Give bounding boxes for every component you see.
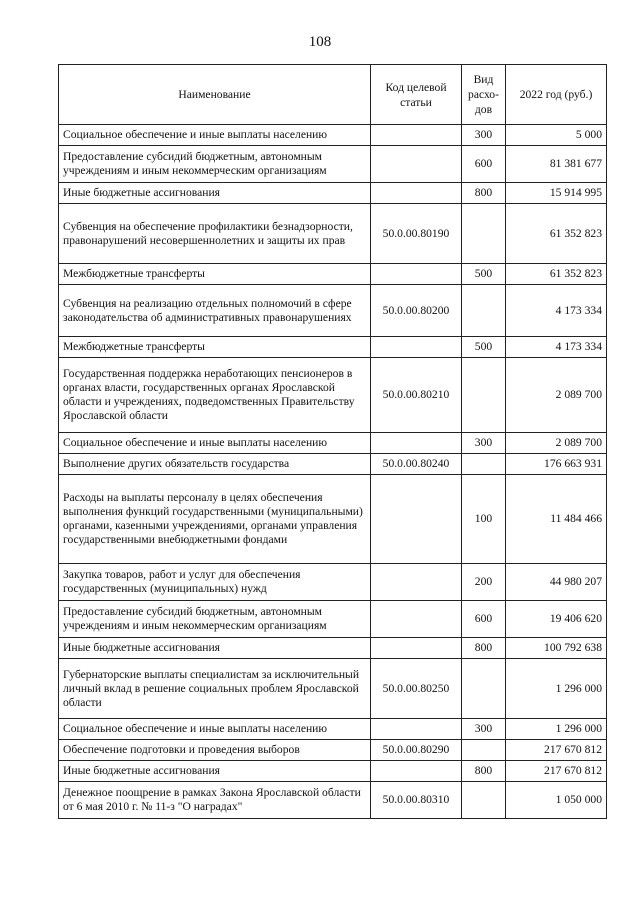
amount-cell: 61 352 823 (506, 204, 607, 264)
code-cell (371, 601, 462, 638)
table-row (59, 125, 607, 146)
type-cell (462, 782, 506, 819)
name-cell: Иные бюджетные ассигнования (59, 761, 371, 782)
table-row (59, 659, 607, 719)
table-row (59, 782, 607, 819)
amount-cell: 11 484 466 (506, 475, 607, 564)
amount-cell: 217 670 812 (506, 761, 607, 782)
name-cell: Иные бюджетные ассигнования (59, 638, 371, 659)
table-row (59, 433, 607, 454)
table-row (59, 761, 607, 782)
name-cell: Предоставление субсидий бюджетным, автономным учреждениям и иным некоммерческим организациям (59, 601, 371, 638)
amount-cell: 5 000 (506, 125, 607, 146)
code-cell (371, 564, 462, 601)
amount-cell: 44 980 207 (506, 564, 607, 601)
name-cell: Расходы на выплаты персоналу в целях обеспечения выполнения функций государственными (муниципальными) органами, казенными учреждениями, органами управления государственными внебюджетными фондами (59, 475, 371, 564)
table-row (59, 638, 607, 659)
code-cell (371, 264, 462, 285)
name-cell: Социальное обеспечение и иные выплаты населению (59, 719, 371, 740)
type-cell (462, 740, 506, 761)
table-row (59, 454, 607, 475)
type-cell: 600 (462, 146, 506, 183)
type-cell (462, 358, 506, 433)
code-cell: 50.0.00.80310 (371, 782, 462, 819)
header-code: Код целевой статьи (371, 65, 462, 125)
header-amount: 2022 год (руб.) (506, 65, 607, 125)
table-row (59, 475, 607, 564)
name-cell: Выполнение других обязательств государства (59, 454, 371, 475)
type-cell: 100 (462, 475, 506, 564)
name-cell: Предоставление субсидий бюджетным, автономным учреждениям и иным некоммерческим организациям (59, 146, 371, 183)
type-cell: 300 (462, 719, 506, 740)
code-cell (371, 433, 462, 454)
amount-cell: 100 792 638 (506, 638, 607, 659)
type-cell: 800 (462, 761, 506, 782)
table-row (59, 719, 607, 740)
name-cell: Обеспечение подготовки и проведения выборов (59, 740, 371, 761)
type-cell: 500 (462, 264, 506, 285)
budget-table (58, 64, 607, 819)
code-cell (371, 183, 462, 204)
code-cell (371, 638, 462, 659)
code-cell: 50.0.00.80290 (371, 740, 462, 761)
amount-cell: 4 173 334 (506, 285, 607, 337)
code-cell: 50.0.00.80190 (371, 204, 462, 264)
type-cell: 600 (462, 601, 506, 638)
code-cell (371, 761, 462, 782)
table-row (59, 285, 607, 337)
code-cell: 50.0.00.80200 (371, 285, 462, 337)
table-row (59, 146, 607, 183)
type-cell: 500 (462, 337, 506, 358)
code-cell: 50.0.00.80240 (371, 454, 462, 475)
amount-cell: 81 381 677 (506, 146, 607, 183)
amount-cell: 19 406 620 (506, 601, 607, 638)
amount-cell: 2 089 700 (506, 433, 607, 454)
table-row (59, 358, 607, 433)
table-row (59, 183, 607, 204)
type-cell (462, 659, 506, 719)
type-cell (462, 454, 506, 475)
name-cell: Межбюджетные трансферты (59, 337, 371, 358)
amount-cell: 61 352 823 (506, 264, 607, 285)
table-row (59, 204, 607, 264)
type-cell: 200 (462, 564, 506, 601)
amount-cell: 1 296 000 (506, 719, 607, 740)
code-cell (371, 146, 462, 183)
amount-cell: 1 050 000 (506, 782, 607, 819)
code-cell (371, 337, 462, 358)
table-row (59, 264, 607, 285)
name-cell: Денежное поощрение в рамках Закона Ярославской области от 6 мая 2010 г. № 11-з "О наградах" (59, 782, 371, 819)
name-cell: Губернаторские выплаты специалистам за исключительный личный вклад в решение социальных проблем Ярославской области (59, 659, 371, 719)
code-cell: 50.0.00.80250 (371, 659, 462, 719)
amount-cell: 1 296 000 (506, 659, 607, 719)
type-cell (462, 204, 506, 264)
amount-cell: 217 670 812 (506, 740, 607, 761)
header-name: Наименование (59, 65, 371, 125)
header-type: Вид расхо-дов (462, 65, 506, 125)
name-cell: Социальное обеспечение и иные выплаты населению (59, 433, 371, 454)
table-row (59, 564, 607, 601)
type-cell: 800 (462, 638, 506, 659)
name-cell: Субвенция на реализацию отдельных полномочий в сфере законодательства об административных правонарушениях (59, 285, 371, 337)
type-cell: 300 (462, 433, 506, 454)
name-cell: Закупка товаров, работ и услуг для обеспечения государственных (муниципальных) нужд (59, 564, 371, 601)
type-cell (462, 285, 506, 337)
amount-cell: 176 663 931 (506, 454, 607, 475)
table-row (59, 601, 607, 638)
type-cell: 800 (462, 183, 506, 204)
amount-cell: 2 089 700 (506, 358, 607, 433)
name-cell: Социальное обеспечение и иные выплаты населению (59, 125, 371, 146)
code-cell (371, 475, 462, 564)
type-cell: 300 (462, 125, 506, 146)
table-row (59, 740, 607, 761)
amount-cell: 15 914 995 (506, 183, 607, 204)
name-cell: Межбюджетные трансферты (59, 264, 371, 285)
code-cell (371, 719, 462, 740)
page-number: 108 (308, 34, 332, 50)
name-cell: Государственная поддержка неработающих пенсионеров в органах власти, государственных органах Ярославской области и учреждениях, подведомственных Правительству Ярославской области (59, 358, 371, 433)
table-header-row (59, 65, 607, 125)
table-row (59, 337, 607, 358)
code-cell: 50.0.00.80210 (371, 358, 462, 433)
amount-cell: 4 173 334 (506, 337, 607, 358)
code-cell (371, 125, 462, 146)
name-cell: Иные бюджетные ассигнования (59, 183, 371, 204)
name-cell: Субвенция на обеспечение профилактики безнадзорности, правонарушений несовершеннолетних и защиты их прав (59, 204, 371, 264)
